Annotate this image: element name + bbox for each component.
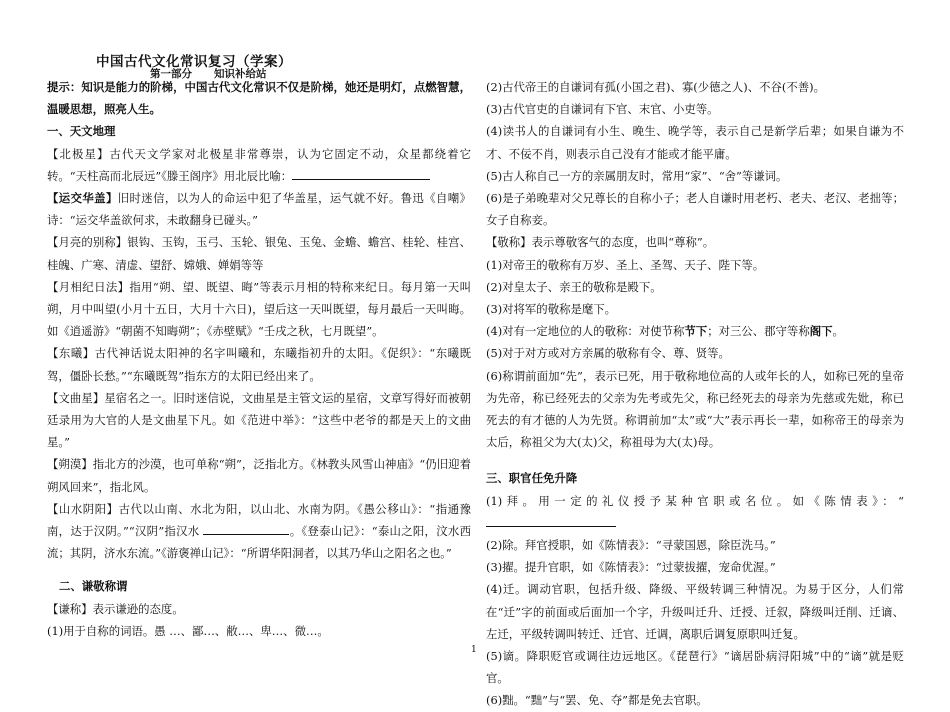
term-qiancheng: 【谦称】 <box>47 601 93 616</box>
list-text: (1)拜。用一定的礼仪授予某种官职或名位。如《陈情表》：“ <box>486 493 904 508</box>
list-text: ；对三公、郡守等称 <box>707 324 810 339</box>
list-item: (1)对帝王的敬称有万岁、圣上、圣驾、天子、陛下等。 <box>486 257 765 272</box>
entry-jingcheng <box>486 231 904 253</box>
section-honorifics-heading: 二、谦敬称谓 <box>59 579 128 594</box>
term-yue: 【月亮的别称】 <box>47 235 128 250</box>
term-wenqu: 【文曲星】 <box>47 390 105 405</box>
text-beiji: 古代天文学家对北极星非常尊崇，认为它固定不动，众星都绕着它转。“天柱高而北辰远”《滕王阁序》用北辰比喻： <box>47 146 471 183</box>
list-item: (2)对皇太子、亲王的敬称是殿下。 <box>486 279 662 294</box>
list-item: (2)除。拜官授职，如《陈情表》：“寻蒙国恩，除臣洗马。” <box>486 538 776 553</box>
text-qiancheng: 表示谦逊的态度。 <box>92 601 184 616</box>
entry-yue <box>47 231 471 275</box>
term-shuomo: 【朔漠】 <box>47 457 93 472</box>
list-item: (3)古代官吏的自谦词有下官、末官、小吏等。 <box>486 102 719 117</box>
list-text: (4)对有一定地位的人的敬称：对使节称 <box>486 324 685 339</box>
entry-jiri <box>47 276 471 343</box>
entry-shanshui <box>47 498 471 565</box>
list-item: (6)是子弟晚辈对父兄尊长的自称小子；老人自谦时用老朽、老夫、老汉、老拙等；女子自称妾。 <box>486 191 904 228</box>
entry-beiji <box>47 143 471 187</box>
text-yue: 银钩、玉钩，玉弓、玉轮、银兔、玉兔、金蟾、蟾宫、桂轮、桂宫、桂魄、广寒、清虚、望舒、嫦娥、婵娟等等 <box>47 235 471 272</box>
text-dongxi: 古代神话说太阳神的名字叫曦和，东曦指初升的太阳。《促织》：“东曦既驾，僵卧长愁。”“东曦既驾”指东方的太阳已经出来了。 <box>47 346 471 383</box>
list-item: (5)谪。降职贬官或调往边远地区。《琵琶行》“谪居卧病浔阳城”中的“谪”就是贬官。 <box>486 649 904 686</box>
list-text: 。 <box>832 324 844 339</box>
list-item: (5)对于对方或对方亲属的敬称有令、尊、贤等。 <box>486 346 730 361</box>
bold-term: 节下 <box>684 324 708 339</box>
text-shuomo: 指北方的沙漠，也可单称“朔”，泛指北方。《林教头风雪山神庙》“仍旧迎着朔风回来”，指北风。 <box>47 457 471 494</box>
list-item: (3)对将军的敬称是麾下。 <box>486 302 617 317</box>
list-item: (1)用于自称的词语。愚 …、鄙…、敝…、卑…、微…。 <box>47 623 329 638</box>
intro-tip: 提示：知识是能力的阶梯，中国古代文化常识不仅是阶梯，她还是明灯，点燃智慧，温暖思想，照亮人生。 <box>47 80 471 117</box>
section-astronomy-heading: 一、天文地理 <box>47 124 116 139</box>
list-item: (5)古人称自己一方的亲属朋友时，常用“家”、“舍”等谦词。 <box>486 168 788 183</box>
fill-blank[interactable] <box>203 522 289 535</box>
text-jiri: 指用“朔、望、既望、晦”等表示月相的特称来纪日。每月第一天叫朔，月中叫望(小月十五日，大月十六日)，望后这一天叫既望，每月最后一天叫晦。如《逍遥游》“朝菌不知晦朔”；《赤壁赋》“壬戌之秋，七月既望”。 <box>47 279 471 339</box>
list-item <box>486 320 904 342</box>
text-shanshui-1: 古代以山南、水北为阳，以山北、水南为阴。《愚公移山》：“指通豫南，达于汉阴。”“汉阴”指汉水 <box>47 501 471 539</box>
term-dongxi: 【东曦】 <box>47 346 95 361</box>
page-number: 1 <box>471 645 477 655</box>
right-column <box>486 76 904 712</box>
part-name: 知识补给站 <box>214 68 267 80</box>
entry-shuomo <box>47 453 471 497</box>
list-item: (4)读书人的自谦词有小生、晚生、晚学等，表示自己是新学后辈；如果自谦为不才、不佞不肖，则表示自己没有才能或才能平庸。 <box>486 124 904 161</box>
text-shanshui-2: 。《登泰山记》：“泰山之阳，汶水西流；其阴，济水东流。”《游褒禅山记》：“所谓华阳洞者，以其乃华山之阳名之也。” <box>47 524 471 561</box>
text-wenqu: 星宿名之一。旧时迷信说，文曲星是主管文运的星宿，文章写得好而被朝廷录用为大官的人是文曲星下凡。如《范进中举》：“这些中老爷的都是天上的文曲星。” <box>47 390 471 450</box>
entry-wenqu <box>47 387 471 454</box>
term-shanshui: 【山水阴阳】 <box>47 501 119 516</box>
list-item: (6)黜。“黜”与“罢、免、夺”都是免去官职。 <box>486 693 708 708</box>
fill-blank[interactable] <box>486 514 616 527</box>
list-item: (2)古代帝王的自谦词有孤(小国之君)、寡(少德之人)、不谷(不善)。 <box>486 80 825 94</box>
text-jingcheng: 表示尊敬客气的态度，也叫“尊称”。 <box>531 235 715 250</box>
term-beiji: 【北极星】 <box>47 146 110 161</box>
part-label: 第一部分 <box>150 68 192 80</box>
term-jingcheng: 【敬称】 <box>486 235 532 250</box>
document-title: 中国古代文化常识复习（学案） <box>96 54 292 70</box>
left-column <box>47 76 471 642</box>
list-item: (3)擢。提升官职，如《陈情表》：“过蒙拔擢，宠命优渥。” <box>486 560 776 575</box>
list-item: (6)称谓前面加“先”，表示已死，用于敬称地位高的人或年长的人，如称已死的皇帝为先帝，称已经死去的父亲为先考或先父，称已经死去的母亲为先慈或先妣，称已死去的有才德的人为先贤。称谓前加“太”或“大”表示再长一辈，如称帝王的母亲为太后，称祖父为大(太)父，称祖母为大(太)母。 <box>486 368 904 450</box>
entry-dongxi <box>47 342 471 386</box>
list-item: (4)迁。调动官职，包括升级、降级、平级转调三种情况。为易于区分，人们常在“迁”字的前面或后面加一个字，升级叫迁升、迁授、迁叙，降级叫迁削、迁谪、左迁，平级转调叫转迁、迁官、迁调，离职后调复原职叫迁复。 <box>486 582 904 641</box>
bold-term: 阁下 <box>809 324 833 339</box>
section-officials-heading: 三、职官任免升降 <box>486 471 578 486</box>
text-yunjiao: 旧时迷信，以为人的命运中犯了华盖星，运气就不好。鲁迅《自嘲》诗：“运交华盖欲何求，未敢翻身已碰头。” <box>47 191 471 228</box>
term-yunjiao: 【运交华盖】 <box>47 191 118 206</box>
term-jiri: 【月相纪日法】 <box>47 279 130 294</box>
list-item <box>486 490 904 534</box>
fill-blank[interactable] <box>292 167 430 180</box>
entry-yunjiao <box>47 187 471 231</box>
entry-qiancheng <box>47 598 471 620</box>
